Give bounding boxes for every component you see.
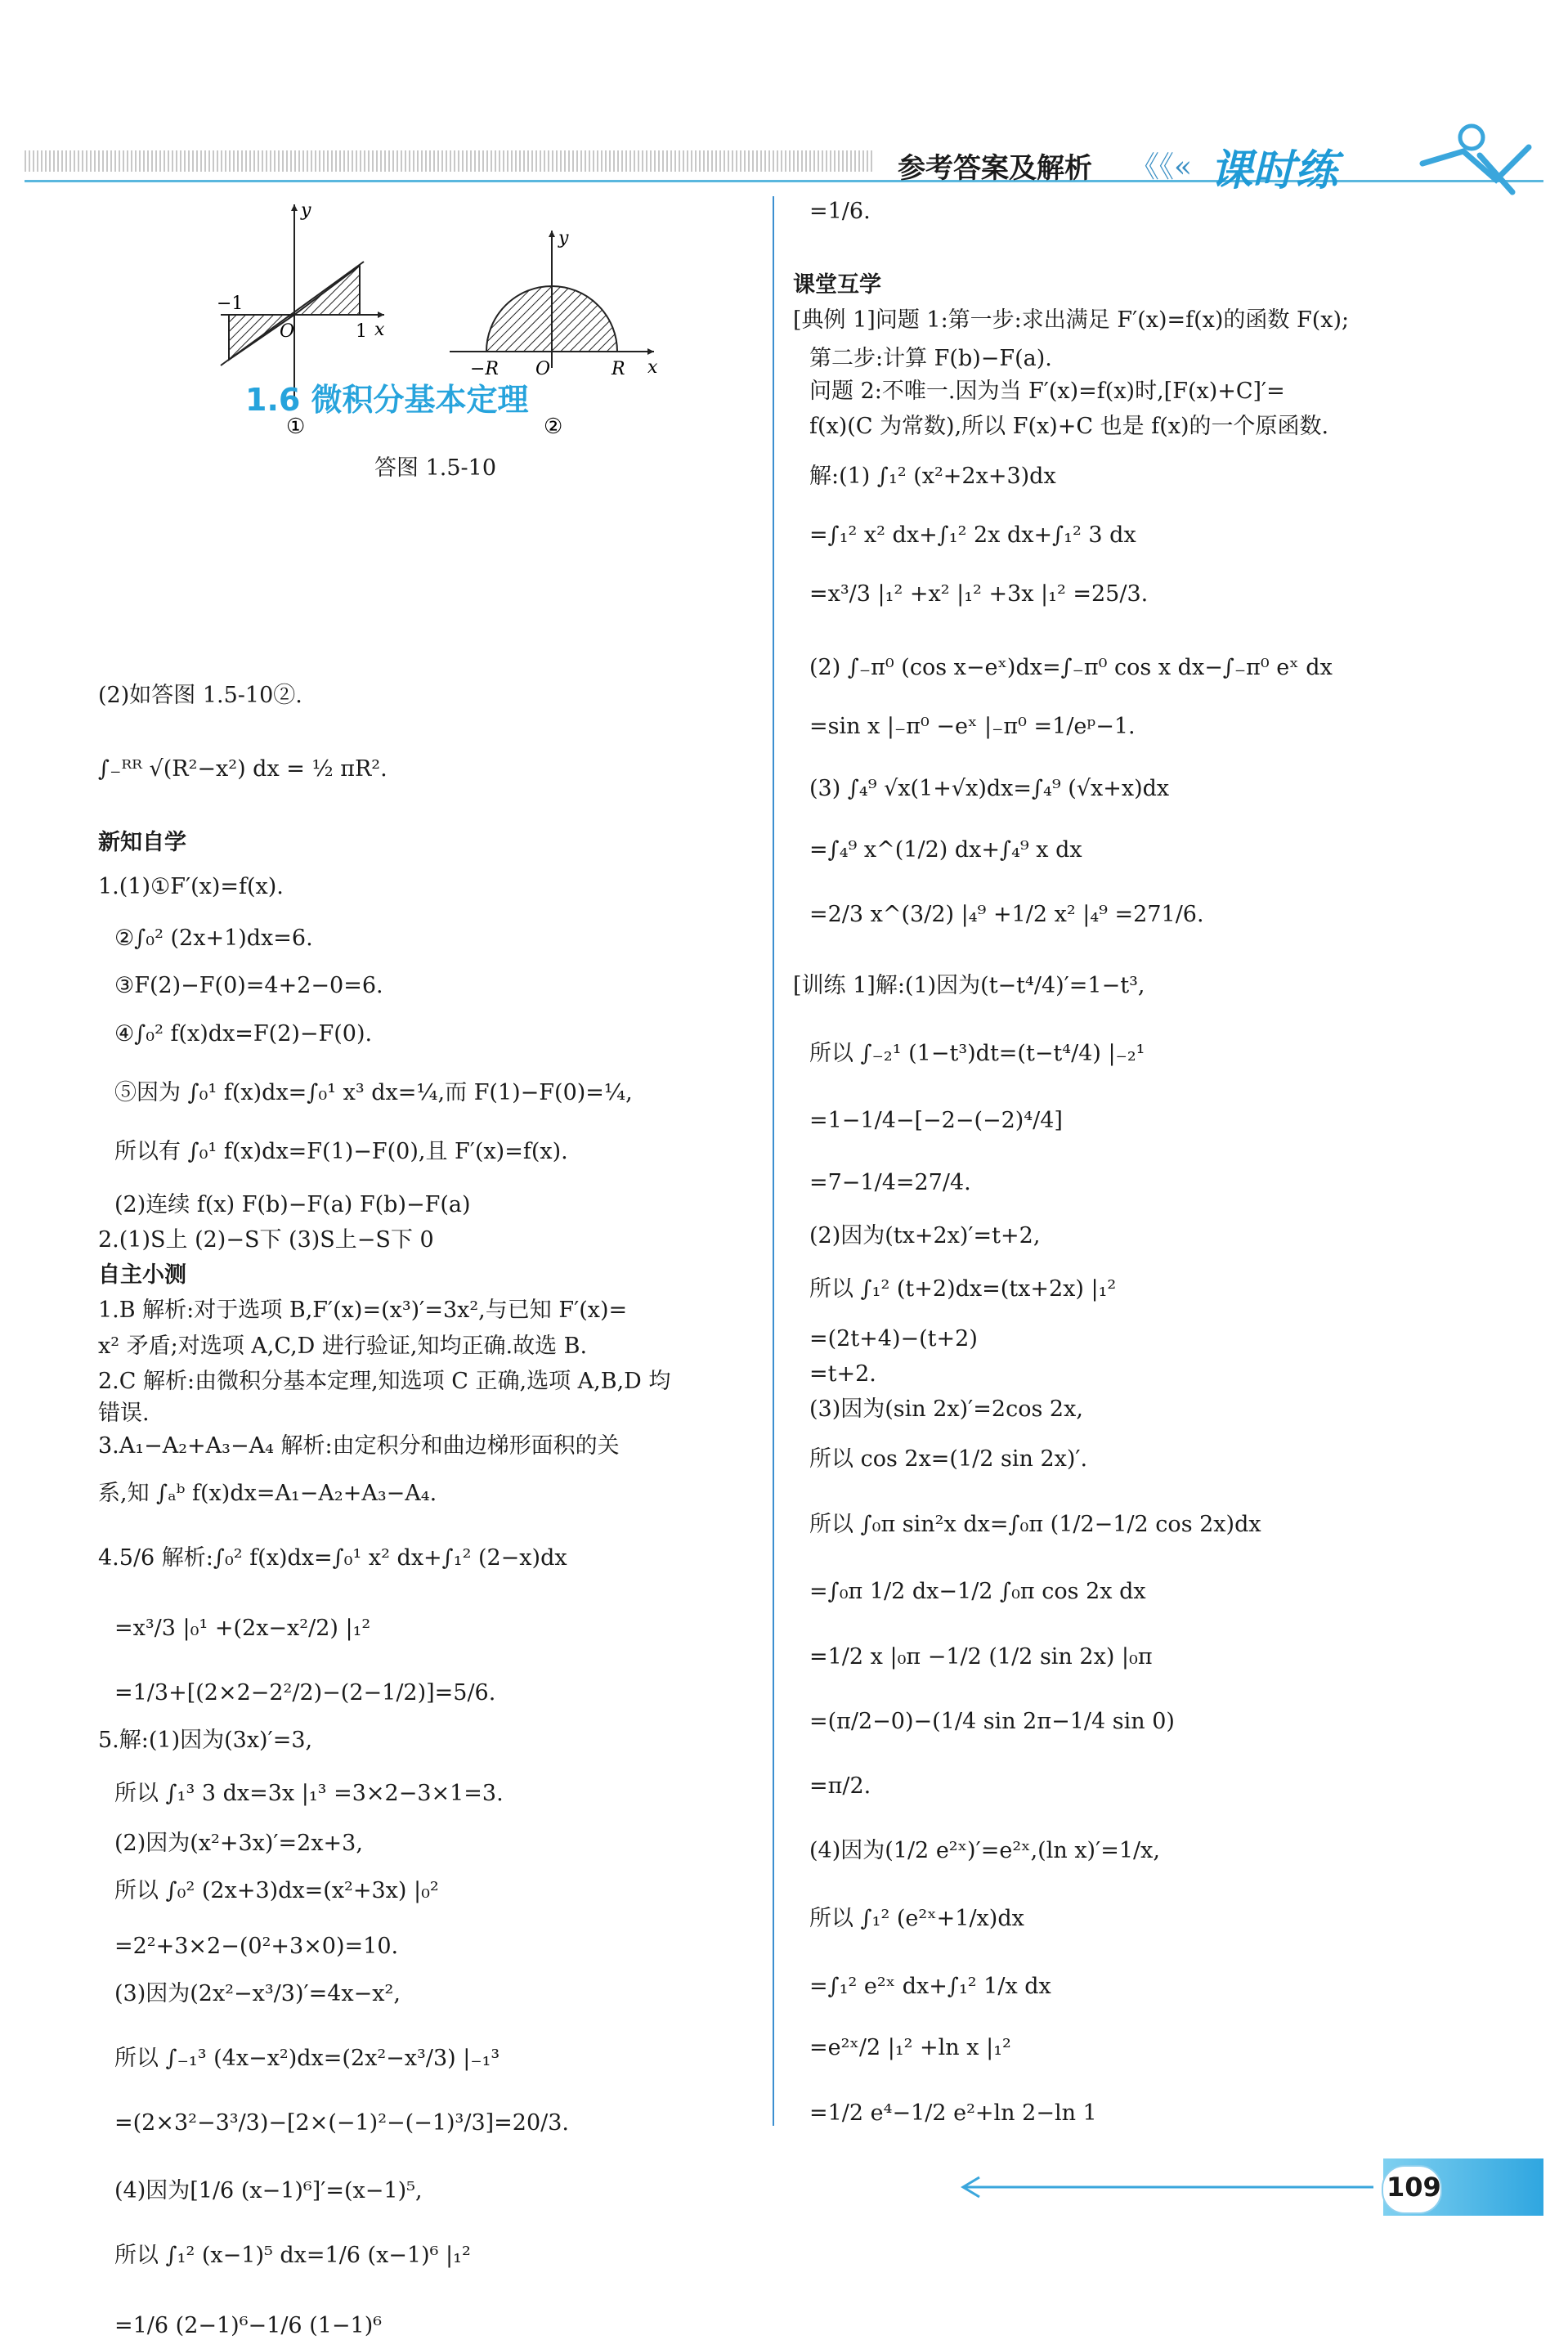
right-line-22: =t+2. [809,1361,876,1387]
right-line-34: =1/2 e⁴−1/2 e²+ln 2−ln 1 [809,2100,1097,2126]
right-line-28: =(π/2−0)−(1/4 sin 2π−1/4 sin 0) [809,1708,1175,1734]
right-line-14: =2/3 x^(3/2) |₄⁹ +1/2 x² |₄⁹ =271/6. [809,902,1204,928]
left-line-7: ③F(2)−F(0)=4+2−0=6. [114,972,383,998]
right-line-29: =π/2. [809,1773,871,1799]
column-divider [773,196,774,2126]
header-title: 参考答案及解析 [898,152,1092,185]
page-header [25,139,1543,195]
right-line-3: [典例 1]问题 1:第一步:求出满足 F′(x)=f(x)的函数 F(x); [793,307,1350,334]
left-line-2: ∫₋ᴿᴿ √(R²−x²) dx = ½ πR². [98,756,388,782]
left-line-10: 所以有 ∫₀¹ f(x)dx=F(1)−F(0),且 F′(x)=f(x). [114,1139,568,1164]
fig1-neg-one: −1 [217,294,244,314]
left-line-26: 所以 ∫₀² (2x+3)dx=(x²+3x) |₀² [114,1877,439,1903]
left-line-15: x² 矛盾;对选项 A,C,D 进行验证,知均正确.故选 B. [98,1333,588,1359]
fig2-origin: O [535,359,551,379]
right-line-13: =∫₄⁹ x^(1/2) dx+∫₄⁹ x dx [809,837,1082,863]
page-number: 109 [1387,2172,1441,2203]
right-line-24: 所以 cos 2x=(1/2 sin 2x)′. [809,1446,1088,1473]
right-line-16: 所以 ∫₋₂¹ (1−t³)dt=(t−t⁴/4) |₋₂¹ [809,1040,1145,1066]
left-line-18: 3.A₁−A₂+A₃−A₄ 解析:由定积分和曲边梯形面积的关 [98,1433,620,1459]
right-line-5: 问题 2:不唯一.因为当 F′(x)=f(x)时,[F(x)+C]′= [809,378,1285,404]
right-line-23: (3)因为(sin 2x)′=2cos 2x, [809,1396,1083,1423]
right-line-20: 所以 ∫₁² (t+2)dx=(tx+2x) |₁² [809,1275,1117,1302]
left-line-22: =1/3+[(2×2−2²/2)−(2−1/2)]=5/6. [114,1680,496,1706]
left-line-20: 4.5/6 解析:∫₀² f(x)dx=∫₀¹ x² dx+∫₁² (2−x)dx [98,1544,567,1571]
right-line-11: =sin x |₋π⁰ −eˣ |₋π⁰ =1/eᵖ−1. [809,714,1136,739]
left-line-17: 错误. [98,1401,150,1427]
right-line-15: [训练 1]解:(1)因为(t−t⁴/4)′=1−t³, [793,972,1145,998]
running-figure-icon [1373,114,1543,196]
left-line-28: (3)因为(2x²−x³/3)′=4x−x², [114,1980,401,2006]
left-line-6: ②∫₀² (2x+1)dx=6. [114,926,313,951]
right-line-30: (4)因为(1/2 e²ˣ)′=e²ˣ,(ln x)′=1/x, [809,1838,1160,1864]
right-line-6: f(x)(C 为常数),所以 F(x)+C 也是 f(x)的一个原函数. [809,413,1329,439]
fig2-number: ② [544,415,563,439]
left-line-31: (4)因为[1/6 (x−1)⁶]′=(x−1)⁵, [114,2177,423,2203]
left-line-1: (2)如答图 1.5-10②. [98,683,302,708]
left-line-11: (2)连续 f(x) F(b)−F(a) F(b)−F(a) [114,1191,471,1217]
footer-arrow [948,2171,1382,2203]
right-line-12: (3) ∫₄⁹ √x(1+√x)dx=∫₄⁹ (√x+x)dx [809,775,1170,801]
left-line-25: (2)因为(x²+3x)′=2x+3, [114,1831,363,1856]
left-line-29: 所以 ∫₋₁³ (4x−x²)dx=(2x²−x³/3) |₋₁³ [114,2045,500,2071]
figure-caption: 答图 1.5-10 [374,455,497,481]
left-line-9: ⑤因为 ∫₀¹ f(x)dx=∫₀¹ x³ dx=¼,而 F(1)−F(0)=¼, [114,1080,633,1105]
fig1-origin: O [280,321,295,342]
right-line-1: =1/6. [809,199,871,224]
right-line-25: 所以 ∫₀π sin²x dx=∫₀π (1/2−1/2 cos 2x)dx [809,1511,1261,1537]
fig2-x-label: x [647,357,658,378]
left-line-8: ④∫₀² f(x)dx=F(2)−F(0). [114,1021,373,1047]
right-line-7: 解:(1) ∫₁² (x²+2x+3)dx [809,464,1056,489]
fig2-y-label: y [558,228,569,249]
fig1-x-label: x [374,320,385,340]
right-line-10: (2) ∫₋π⁰ (cos x−eˣ)dx=∫₋π⁰ cos x dx−∫₋π⁰ eˣ dx [809,655,1333,680]
right-line-31: 所以 ∫₁² (e²ˣ+1/x)dx [809,1906,1024,1931]
left-line-32: 所以 ∫₁² (x−1)⁵ dx=1/6 (x−1)⁶ |₁² [114,2243,471,2268]
left-line-12: 2.(1)S上 (2)−S下 (3)S上−S下 0 [98,1227,434,1253]
fig2-r: R [612,359,625,379]
left-line-14: 1.B 解析:对于选项 B,F′(x)=(x³)′=3x²,与已知 F′(x)= [98,1298,628,1324]
right-line-8: =∫₁² x² dx+∫₁² 2x dx+∫₁² 3 dx [809,522,1136,548]
right-line-9: =x³/3 |₁² +x² |₁² +3x |₁² =25/3. [809,581,1149,607]
left-line-16: 2.C 解析:由微积分基本定理,知选项 C 正确,选项 A,B,D 均 [98,1368,671,1394]
left-line-4: 新知自学 [98,830,186,855]
right-line-26: =∫₀π 1/2 dx−1/2 ∫₀π cos 2x dx [809,1579,1146,1605]
right-line-19: (2)因为(tx+2x)′=t+2, [809,1222,1041,1248]
left-line-33: =1/6 (2−1)⁶−1/6 (1−1)⁶ [114,2313,383,2339]
left-line-30: =(2×3²−3³/3)−[2×(−1)²−(−1)³/3]=20/3. [114,2110,570,2136]
left-line-5: 1.(1)①F′(x)=f(x). [98,874,284,899]
right-line-18: =7−1/4=27/4. [809,1170,971,1195]
left-line-13: 自主小测 [98,1262,186,1289]
left-column [98,196,752,2339]
right-line-32: =∫₁² e²ˣ dx+∫₁² 1/x dx [809,1973,1051,1999]
right-line-17: =1−1/4−[−2−(−2)⁴/4] [809,1108,1063,1134]
right-line-2: 课堂互学 [793,272,881,298]
header-stripe [25,150,875,172]
fig2-neg-r: −R [470,359,499,379]
fig1-y-label: y [301,200,311,221]
right-line-27: =1/2 x |₀π −1/2 (1/2 sin 2x) |₀π [809,1643,1153,1670]
left-line-23: 5.解:(1)因为(3x)′=3, [98,1728,313,1753]
right-line-4: 第二步:计算 F(b)−F(a). [809,346,1052,371]
left-line-24: 所以 ∫₁³ 3 dx=3x |₁³ =3×2−3×1=3. [114,1780,504,1806]
left-line-19: 系,知 ∫ₐᵇ f(x)dx=A₁−A₂+A₃−A₄. [98,1480,437,1506]
header-chevrons: 《《« [1130,150,1193,184]
right-column [793,196,1529,2158]
left-line-27: =2²+3×2−(0²+3×0)=10. [114,1934,399,1959]
left-line-21: =x³/3 |₀¹ +(2x−x²/2) |₁² [114,1616,371,1642]
right-line-21: =(2t+4)−(t+2) [809,1325,978,1352]
fig1-number: ① [286,415,306,439]
section-title: 1.6 微积分基本定理 [245,382,529,418]
fig1-one: 1 [356,321,367,342]
header-brand: 课时练 [1210,146,1338,195]
right-line-33: =e²ˣ/2 |₁² +ln x |₁² [809,2035,1011,2061]
